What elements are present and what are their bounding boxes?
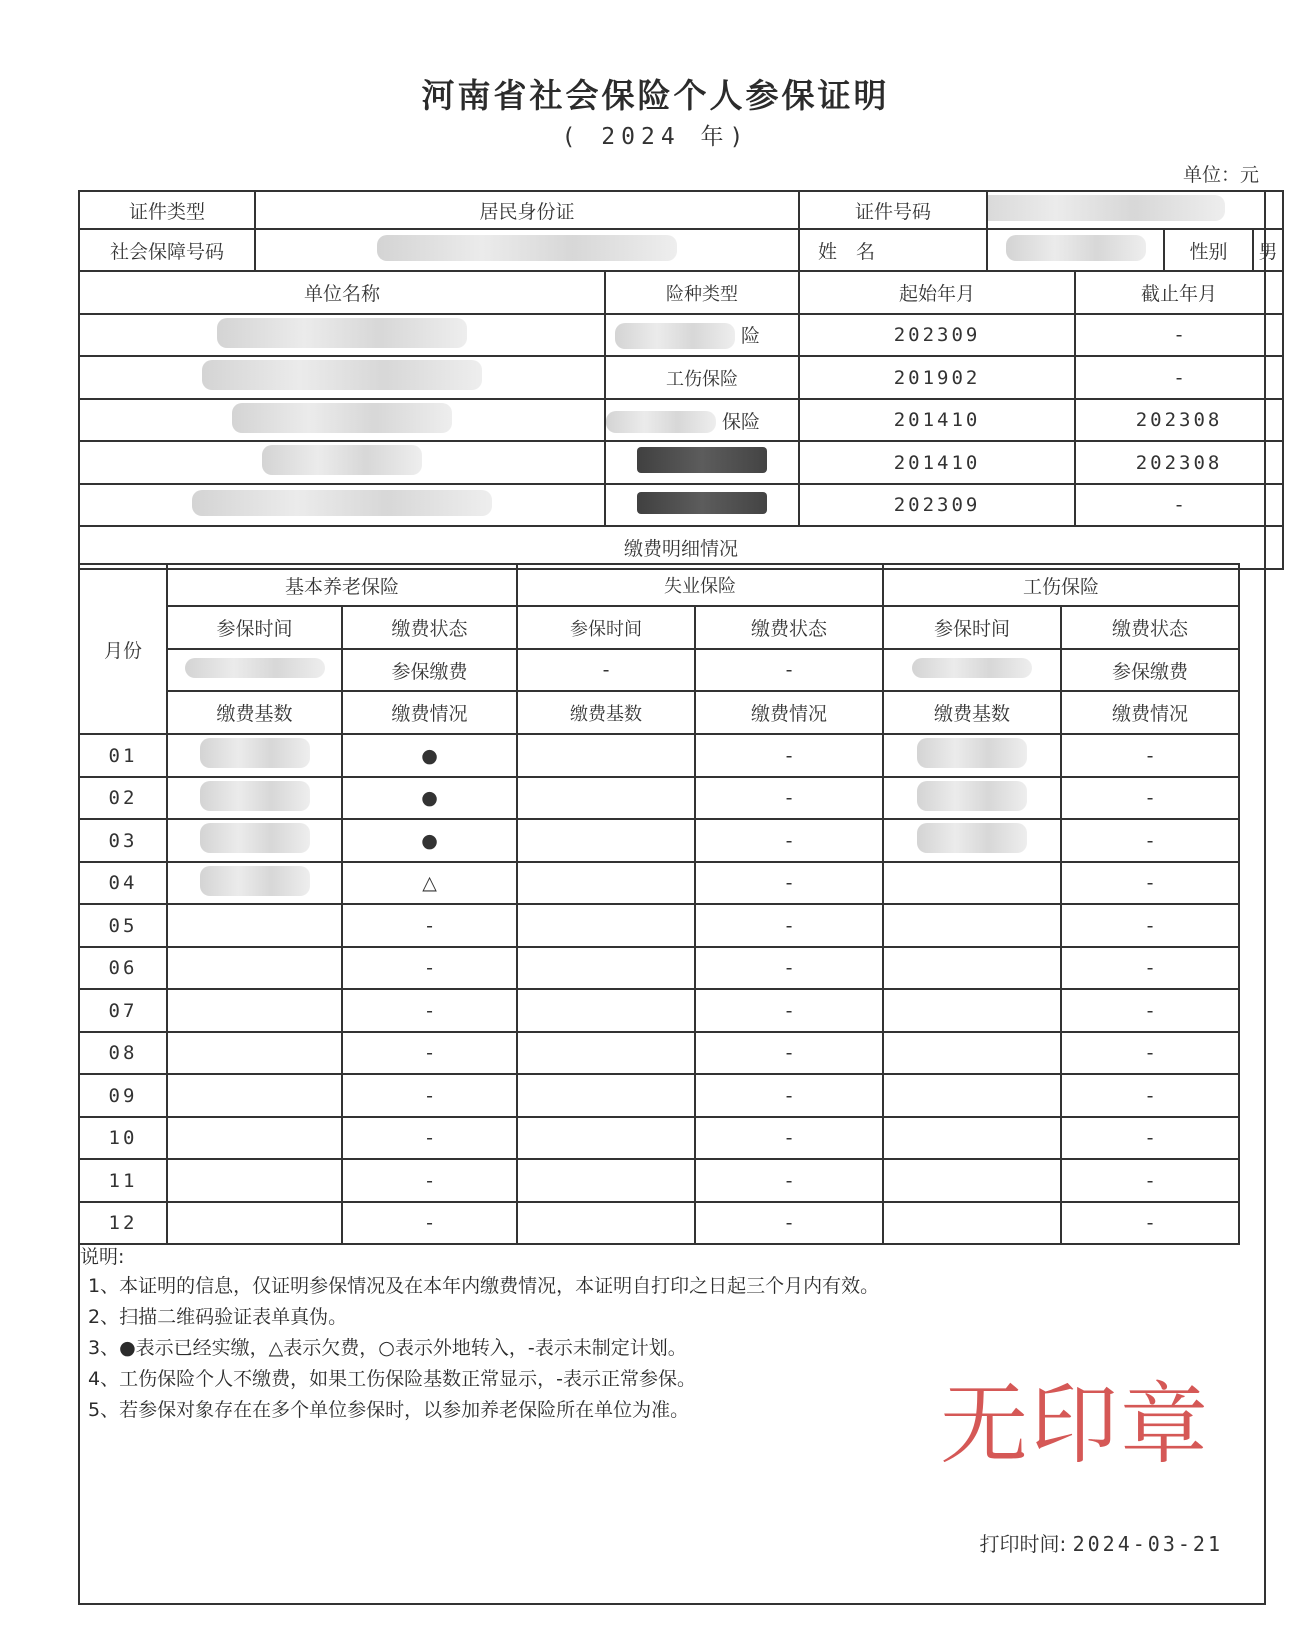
injury-base <box>883 734 1061 777</box>
month-number: 02 <box>79 777 167 819</box>
detail-section-title: 缴费明细情况 <box>79 526 1283 569</box>
pension-base <box>167 819 342 862</box>
month-row <box>79 1032 1239 1074</box>
month-label: 月份 <box>79 564 167 734</box>
pension-base <box>167 1074 342 1117</box>
redacted-value <box>200 738 310 768</box>
pension-situation: - <box>342 1159 517 1202</box>
id-number-value <box>987 191 1283 229</box>
group-injury: 工伤保险 <box>883 564 1239 606</box>
unemp-situation-header: 缴费情况 <box>695 691 883 734</box>
name-label: 姓 名 <box>799 229 987 271</box>
print-time <box>979 1528 1223 1557</box>
enroll-row <box>79 356 1283 399</box>
enroll-header-insurance: 险种类型 <box>605 271 799 314</box>
end-month: - <box>1075 356 1283 399</box>
notes-heading: 说明: <box>80 1246 125 1268</box>
unemp-base <box>517 777 695 819</box>
injury-situation: - <box>1061 1117 1239 1159</box>
injury-base <box>883 1117 1061 1159</box>
pension-base <box>167 862 342 904</box>
injury-base <box>883 1032 1061 1074</box>
month-row <box>79 904 1239 947</box>
unemp-base <box>517 1032 695 1074</box>
ss-number-value <box>255 229 799 271</box>
pension-base <box>167 1117 342 1159</box>
injury-situation-header: 缴费情况 <box>1061 691 1239 734</box>
pension-situation: - <box>342 1117 517 1159</box>
unemp-situation: - <box>695 904 883 947</box>
enroll-header-end: 截止年月 <box>1075 271 1283 314</box>
injury-enroll-time-header: 参保时间 <box>883 606 1061 649</box>
month-number: 09 <box>79 1074 167 1117</box>
insurance-type: 工伤保险 <box>605 356 799 399</box>
start-month: 201902 <box>799 356 1075 399</box>
unemp-pay-status-header: 缴费状态 <box>695 606 883 649</box>
id-number-label: 证件号码 <box>799 191 987 229</box>
end-month: - <box>1075 484 1283 526</box>
injury-situation: - <box>1061 862 1239 904</box>
pension-pay-status: 参保缴费 <box>342 649 517 691</box>
unemp-base <box>517 862 695 904</box>
unemp-base <box>517 734 695 777</box>
certificate-table <box>78 190 1284 570</box>
month-number: 03 <box>79 819 167 862</box>
month-row <box>79 947 1239 989</box>
injury-situation: - <box>1061 1202 1239 1244</box>
end-month: 202308 <box>1075 441 1283 484</box>
pension-enroll-time-header: 参保时间 <box>167 606 342 649</box>
company-name <box>79 441 605 484</box>
unemp-situation: - <box>695 1202 883 1244</box>
document-year: ( 2024 年) <box>561 124 750 150</box>
unemp-base <box>517 904 695 947</box>
pension-situation: △ <box>342 862 517 904</box>
end-month: - <box>1075 314 1283 356</box>
insurance-type <box>605 441 799 484</box>
injury-base <box>883 1074 1061 1117</box>
injury-base-header: 缴费基数 <box>883 691 1061 734</box>
pension-situation: - <box>342 1032 517 1074</box>
injury-base <box>883 777 1061 819</box>
company-name <box>79 356 605 399</box>
print-time-label: 打印时间: <box>979 1532 1067 1556</box>
redacted-value <box>917 823 1027 853</box>
pension-situation: - <box>342 1074 517 1117</box>
month-number: 06 <box>79 947 167 989</box>
insurance-type <box>605 484 799 526</box>
name-value <box>987 229 1164 271</box>
unemp-base-header: 缴费基数 <box>517 691 695 734</box>
unemp-base <box>517 1159 695 1202</box>
pension-base <box>167 1159 342 1202</box>
unemp-enroll-time: - <box>517 649 695 691</box>
start-month: 201410 <box>799 441 1075 484</box>
unemp-situation: - <box>695 777 883 819</box>
injury-situation: - <box>1061 947 1239 989</box>
month-number: 07 <box>79 989 167 1032</box>
id-type-label: 证件类型 <box>79 191 255 229</box>
month-number: 12 <box>79 1202 167 1244</box>
injury-situation: - <box>1061 1032 1239 1074</box>
injury-base <box>883 1159 1061 1202</box>
enroll-row <box>79 441 1283 484</box>
end-month: 202308 <box>1075 399 1283 441</box>
unemp-situation: - <box>695 1117 883 1159</box>
unemp-base <box>517 1202 695 1244</box>
injury-base <box>883 819 1061 862</box>
start-month: 202309 <box>799 314 1075 356</box>
month-row <box>79 819 1239 862</box>
injury-situation: - <box>1061 777 1239 819</box>
insurance-type: 险 <box>605 314 799 356</box>
injury-base <box>883 1202 1061 1244</box>
pension-situation: - <box>342 1202 517 1244</box>
note-item: 2、扫描二维码验证表单真伪。 <box>88 1306 348 1328</box>
injury-situation: - <box>1061 989 1239 1032</box>
pension-situation: ● <box>342 734 517 777</box>
payment-detail-table <box>78 563 1240 1245</box>
month-row <box>79 862 1239 904</box>
company-name <box>79 399 605 441</box>
injury-base <box>883 904 1061 947</box>
enroll-row <box>79 484 1283 526</box>
unemp-base <box>517 947 695 989</box>
unemp-base <box>517 989 695 1032</box>
unemp-situation: - <box>695 1159 883 1202</box>
pension-base <box>167 904 342 947</box>
injury-situation: - <box>1061 1074 1239 1117</box>
pension-base <box>167 777 342 819</box>
start-month: 202309 <box>799 484 1075 526</box>
redacted-value <box>200 823 310 853</box>
note-item: 4、工伤保险个人不缴费，如果工伤保险基数正常显示，-表示正常参保。 <box>88 1368 696 1390</box>
injury-pay-status-header: 缴费状态 <box>1061 606 1239 649</box>
unemp-base <box>517 1117 695 1159</box>
pension-base <box>167 947 342 989</box>
note-item: 5、若参保对象存在在多个单位参保时，以参加养老保险所在单位为准。 <box>88 1399 690 1421</box>
group-pension: 基本养老保险 <box>167 564 517 606</box>
month-number: 11 <box>79 1159 167 1202</box>
month-row <box>79 989 1239 1032</box>
unemp-enroll-time-header: 参保时间 <box>517 606 695 649</box>
pension-base-header: 缴费基数 <box>167 691 342 734</box>
injury-enroll-time <box>883 649 1061 691</box>
enroll-header-company: 单位名称 <box>79 271 605 314</box>
pension-base <box>167 734 342 777</box>
pension-situation: ● <box>342 777 517 819</box>
injury-situation: - <box>1061 904 1239 947</box>
pension-base <box>167 1032 342 1074</box>
company-name <box>79 484 605 526</box>
enroll-row <box>79 314 1283 356</box>
pension-situation: - <box>342 904 517 947</box>
pension-situation-header: 缴费情况 <box>342 691 517 734</box>
print-time-date: 2024-03-21 <box>1072 1532 1223 1556</box>
no-seal-stamp: 无印章 <box>940 1373 1211 1476</box>
month-row <box>79 777 1239 819</box>
pension-base <box>167 1202 342 1244</box>
unemp-situation: - <box>695 819 883 862</box>
pension-base <box>167 989 342 1032</box>
month-number: 01 <box>79 734 167 777</box>
redacted-value <box>200 866 310 896</box>
month-row <box>79 1159 1239 1202</box>
injury-pay-status: 参保缴费 <box>1061 649 1239 691</box>
unemp-situation: - <box>695 734 883 777</box>
id-type-value: 居民身份证 <box>255 191 799 229</box>
pension-situation: - <box>342 947 517 989</box>
document-title: 河南省社会保险个人参保证明 <box>421 76 890 115</box>
gender-label: 性别 <box>1164 229 1253 271</box>
gender-value: 男 <box>1253 229 1283 271</box>
pension-enroll-time <box>167 649 342 691</box>
enroll-header-start: 起始年月 <box>799 271 1075 314</box>
month-row <box>79 1202 1239 1244</box>
note-item: 3、●表示已经实缴，△表示欠费，○表示外地转入，-表示未制定计划。 <box>88 1337 687 1359</box>
month-number: 05 <box>79 904 167 947</box>
injury-base <box>883 947 1061 989</box>
injury-situation: - <box>1061 819 1239 862</box>
ss-number-label: 社会保障号码 <box>79 229 255 271</box>
unemp-situation: - <box>695 862 883 904</box>
redacted-value <box>200 781 310 811</box>
pension-situation: ● <box>342 819 517 862</box>
note-item: 1、本证明的信息，仅证明参保情况及在本年内缴费情况，本证明自打印之日起三个月内有效。 <box>88 1275 880 1297</box>
injury-base <box>883 989 1061 1032</box>
injury-situation: - <box>1061 734 1239 777</box>
redacted-value <box>917 781 1027 811</box>
month-number: 10 <box>79 1117 167 1159</box>
injury-base <box>883 862 1061 904</box>
start-month: 201410 <box>799 399 1075 441</box>
insurance-type: 保险 <box>605 399 799 441</box>
month-row <box>79 1117 1239 1159</box>
month-number: 08 <box>79 1032 167 1074</box>
month-row <box>79 734 1239 777</box>
unit-label: 单位：元 <box>1182 164 1259 186</box>
unemp-situation: - <box>695 1032 883 1074</box>
unemp-pay-status: - <box>695 649 883 691</box>
unemp-situation: - <box>695 947 883 989</box>
group-unemployment: 失业保险 <box>517 564 883 606</box>
company-name <box>79 314 605 356</box>
pension-situation: - <box>342 989 517 1032</box>
unemp-base <box>517 819 695 862</box>
injury-situation: - <box>1061 1159 1239 1202</box>
pension-pay-status-header: 缴费状态 <box>342 606 517 649</box>
redacted-value <box>917 738 1027 768</box>
unemp-situation: - <box>695 989 883 1032</box>
month-row <box>79 1074 1239 1117</box>
unemp-base <box>517 1074 695 1117</box>
unemp-situation: - <box>695 1074 883 1117</box>
month-number: 04 <box>79 862 167 904</box>
enroll-row <box>79 399 1283 441</box>
